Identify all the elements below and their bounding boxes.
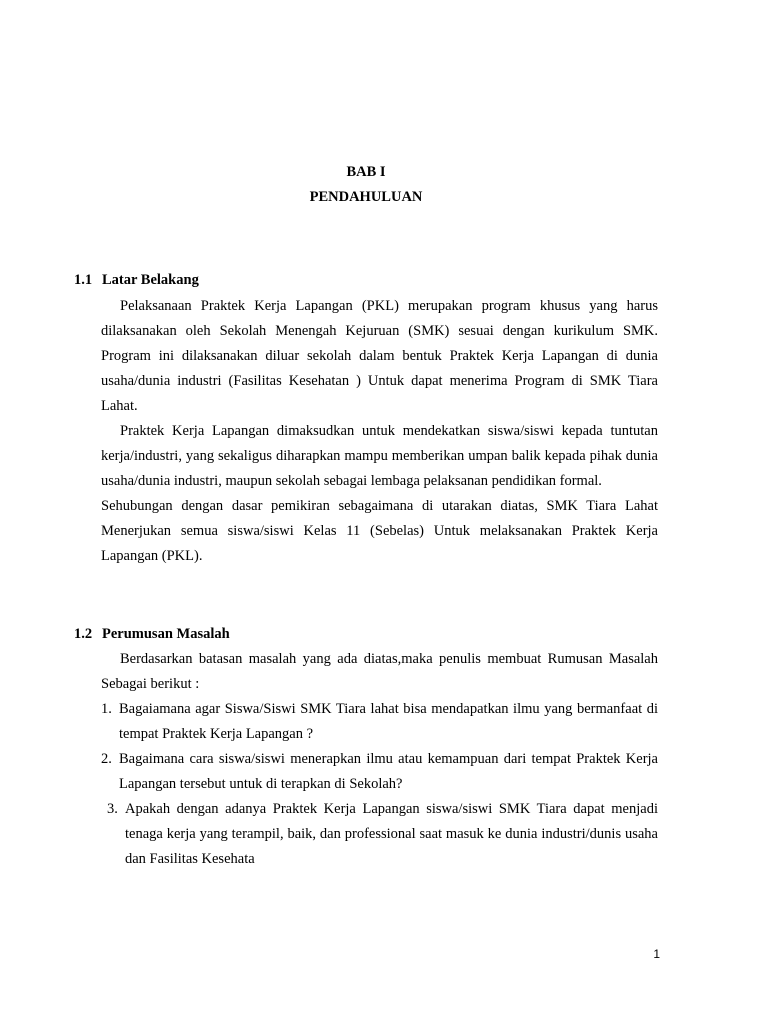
list-item-text: Apakah dengan adanya Praktek Kerja Lapangan siswa/siswi SMK Tiara dapat menjadi tenaga kerja yang terampil, baik, dan professional saat masuk ke dunia industri/dunis usaha dan Fasilitas Kesehata	[125, 801, 658, 867]
chapter-number: BAB I	[346, 164, 386, 180]
list-item	[101, 747, 658, 797]
page-number: 1	[653, 947, 660, 961]
chapter-title: PENDAHULUAN	[309, 189, 423, 205]
list-item	[107, 797, 658, 872]
paragraph: Sehubungan dengan dasar pemikiran sebagaimana di utarakan diatas, SMK Tiara Lahat Menerjukan semua siswa/siswi Kelas 11 (Sebelas) Untuk melaksanakan Praktek Kerja Lapangan (PKL).	[101, 498, 658, 564]
section-number: 1.1	[74, 272, 93, 288]
list-item-text: Bagaiamana agar Siswa/Siswi SMK Tiara lahat bisa mendapatkan ilmu yang bermanfaat di tempat Praktek Kerja Lapangan ?	[119, 701, 658, 742]
list-item	[101, 697, 658, 747]
list-item-text: Bagaimana cara siswa/siswi menerapkan ilmu atau kemampuan dari tempat Praktek Kerja Lapangan tersebut untuk di terapkan di Sekolah?	[119, 751, 658, 792]
section-title: Perumusan Masalah	[102, 626, 230, 642]
section-heading-latar-belakang	[74, 272, 199, 289]
list-marker: 1.	[101, 701, 112, 717]
list-marker: 3.	[107, 801, 118, 817]
section-number: 1.2	[74, 626, 93, 642]
list-marker: 2.	[101, 751, 112, 767]
section-body-latar-belakang	[101, 294, 658, 569]
section-intro-perumusan-masalah	[101, 647, 658, 697]
section-heading-perumusan-masalah	[74, 626, 230, 643]
section-title: Latar Belakang	[102, 272, 199, 288]
paragraph: Pelaksanaan Praktek Kerja Lapangan (PKL) merupakan program khusus yang harus dilaksanakan oleh Sekolah Menengah Kejuruan (SMK) sesuai dengan kurikulum SMK. Program ini dilaksanakan diluar sekolah dalam bentuk Praktek Kerja Lapangan di dunia usaha/dunia industri (Fasilitas Kesehatan ) Untuk dapat menerima Program di SMK Tiara Lahat.	[101, 298, 658, 414]
paragraph: Praktek Kerja Lapangan dimaksudkan untuk mendekatkan siswa/siswi kepada tuntutan kerja/industri, yang sekaligus diharapkan mampu memberikan umpan balik kepada pihak dunia usaha/dunia industri, maupun sekolah sebagai lembaga pelaksanan pendidikan formal.	[101, 423, 658, 489]
paragraph: Berdasarkan batasan masalah yang ada diatas,maka penulis membuat Rumusan Masalah Sebagai berikut :	[101, 651, 658, 692]
